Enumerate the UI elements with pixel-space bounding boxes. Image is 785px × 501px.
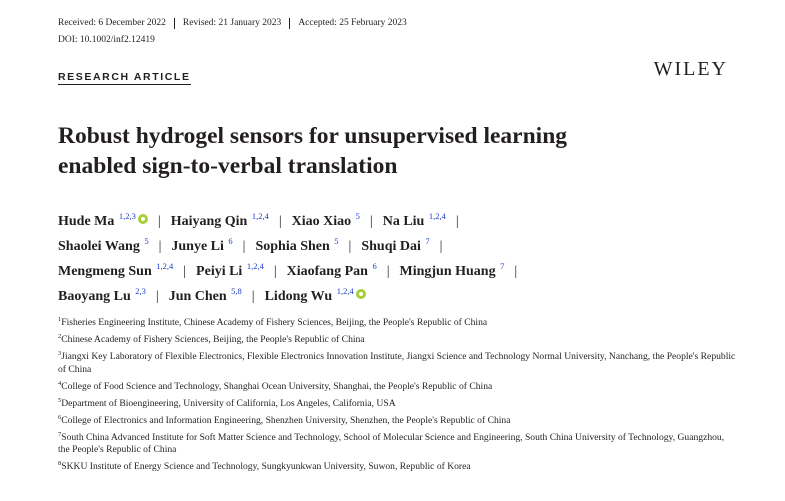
- author-affiliation-ref[interactable]: 1,2,3: [118, 211, 136, 221]
- affiliation-number: 1: [58, 316, 62, 323]
- author-separator: |: [455, 214, 459, 229]
- author-name[interactable]: Haiyang Qin: [170, 214, 251, 229]
- author-affiliation-ref[interactable]: 5: [144, 236, 149, 246]
- author-name[interactable]: Junye Li: [171, 239, 228, 254]
- author-separator: |: [155, 289, 159, 304]
- author-affiliation-ref[interactable]: 7: [500, 261, 505, 271]
- author-separator: |: [278, 214, 282, 229]
- accepted-date: Accepted: 25 February 2023: [298, 18, 407, 28]
- affiliation-number: 8: [58, 460, 62, 467]
- date-divider: [289, 18, 290, 29]
- author-separator: |: [183, 264, 187, 279]
- affiliation-item: [58, 461, 738, 474]
- title-line-1: Robust hydrogel sensors for unsupervised learning: [58, 123, 568, 149]
- author-affiliation-ref[interactable]: 6: [228, 236, 233, 246]
- author-name[interactable]: Baoyang Lu: [58, 289, 135, 304]
- author-affiliation-ref[interactable]: 5: [355, 211, 360, 221]
- author-list: [58, 209, 748, 309]
- author-separator: |: [369, 214, 373, 229]
- author-name[interactable]: Peiyi Li: [196, 264, 246, 279]
- author-affiliation-ref[interactable]: 2,3: [135, 286, 146, 296]
- author-affiliation-ref[interactable]: 5,8: [231, 286, 242, 296]
- article-title: [58, 121, 718, 181]
- author-affiliation-ref[interactable]: 1,2,4: [156, 261, 174, 271]
- affiliation-text: South China Advanced Institute for Soft Matter Science and Technology, School of Molecular Science and Engineering, South China University of Technology, Guangzhou, the People's Republic of China: [58, 431, 725, 455]
- author-separator: |: [439, 239, 443, 254]
- author-line: [58, 259, 748, 284]
- affiliation-number: 2: [58, 333, 62, 340]
- affiliation-number: 4: [58, 379, 62, 387]
- publication-dates: [58, 17, 407, 29]
- affiliation-item: [58, 381, 738, 394]
- author-name[interactable]: Jun Chen: [168, 289, 231, 304]
- author-affiliation-ref[interactable]: 1,2,4: [246, 261, 264, 271]
- date-divider: [174, 18, 175, 29]
- author-name[interactable]: Shaolei Wang: [58, 239, 144, 254]
- revised-date: Revised: 21 January 2023: [182, 18, 282, 28]
- affiliation-item: [58, 432, 738, 457]
- author-name[interactable]: Mingjun Huang: [399, 264, 500, 279]
- article-type-label: RESEARCH ARTICLE: [58, 71, 191, 83]
- affiliation-item: [58, 334, 738, 347]
- author-separator: |: [242, 239, 246, 254]
- affiliation-text: College of Electronics and Information Engineering, Shenzhen University, Shenzhen, the People's Republic of China: [61, 414, 511, 426]
- affiliation-list: [58, 317, 738, 478]
- author-separator: |: [386, 264, 390, 279]
- author-separator: |: [157, 214, 161, 229]
- author-name[interactable]: Na Liu: [382, 214, 428, 229]
- affiliation-number: 6: [58, 413, 62, 421]
- author-separator: |: [158, 239, 162, 254]
- author-name[interactable]: Shuqi Dai: [361, 239, 425, 254]
- author-name[interactable]: Xiao Xiao: [291, 214, 355, 229]
- author-line: [58, 234, 748, 259]
- author-separator: |: [251, 289, 255, 304]
- affiliation-text: Department of Bioengineering, University of California, Los Angeles, California, USA: [61, 397, 396, 409]
- author-separator: |: [348, 239, 352, 254]
- author-line: [58, 284, 748, 309]
- received-date: Received: 6 December 2022: [58, 18, 166, 28]
- affiliation-item: [58, 317, 738, 330]
- doi-link[interactable]: DOI: 10.1002/inf2.12419: [58, 35, 155, 45]
- publisher-logo: WILEY: [653, 58, 728, 80]
- orcid-icon[interactable]: [356, 289, 366, 299]
- author-name[interactable]: Mengmeng Sun: [58, 264, 156, 279]
- author-name[interactable]: Lidong Wu: [264, 289, 336, 304]
- affiliation-number: 5: [58, 396, 62, 404]
- affiliation-item: [58, 351, 738, 376]
- author-name[interactable]: Hude Ma: [58, 214, 118, 229]
- author-affiliation-ref[interactable]: 1,2,4: [336, 286, 354, 296]
- affiliation-text: College of Food Science and Technology, Shanghai Ocean University, Shanghai, the People's Republic of China: [61, 380, 493, 392]
- author-affiliation-ref[interactable]: 5: [334, 236, 339, 246]
- author-affiliation-ref[interactable]: 1,2,4: [428, 211, 446, 221]
- author-line: [58, 209, 748, 234]
- orcid-icon[interactable]: [138, 214, 148, 224]
- affiliation-text: Jiangxi Key Laboratory of Flexible Electronics, Flexible Electronics Innovation Institute, Jiangxi Science and Technology Normal University, Nanchang, the People's Republic of China: [58, 351, 736, 375]
- affiliation-text: SKKU Institute of Energy Science and Technology, Sungkyunkwan University, Suwon, Republic of Korea: [61, 461, 471, 472]
- author-separator: |: [273, 264, 277, 279]
- affiliation-number: 7: [58, 430, 62, 438]
- title-line-2: enabled sign-to-verbal translation: [58, 153, 398, 179]
- author-name[interactable]: Sophia Shen: [255, 239, 334, 254]
- author-name[interactable]: Xiaofang Pan: [286, 264, 372, 279]
- affiliation-number: 3: [58, 350, 62, 357]
- author-separator: |: [514, 264, 518, 279]
- affiliation-text: Fisheries Engineering Institute, Chinese Academy of Fishery Sciences, Beijing, the People's Republic of China: [61, 317, 488, 328]
- author-affiliation-ref[interactable]: 6: [372, 261, 377, 271]
- author-affiliation-ref[interactable]: 7: [425, 236, 430, 246]
- affiliation-item: [58, 415, 738, 428]
- affiliation-text: Chinese Academy of Fishery Sciences, Beijing, the People's Republic of China: [61, 334, 365, 345]
- author-affiliation-ref[interactable]: 1,2,4: [251, 211, 269, 221]
- affiliation-item: [58, 398, 738, 411]
